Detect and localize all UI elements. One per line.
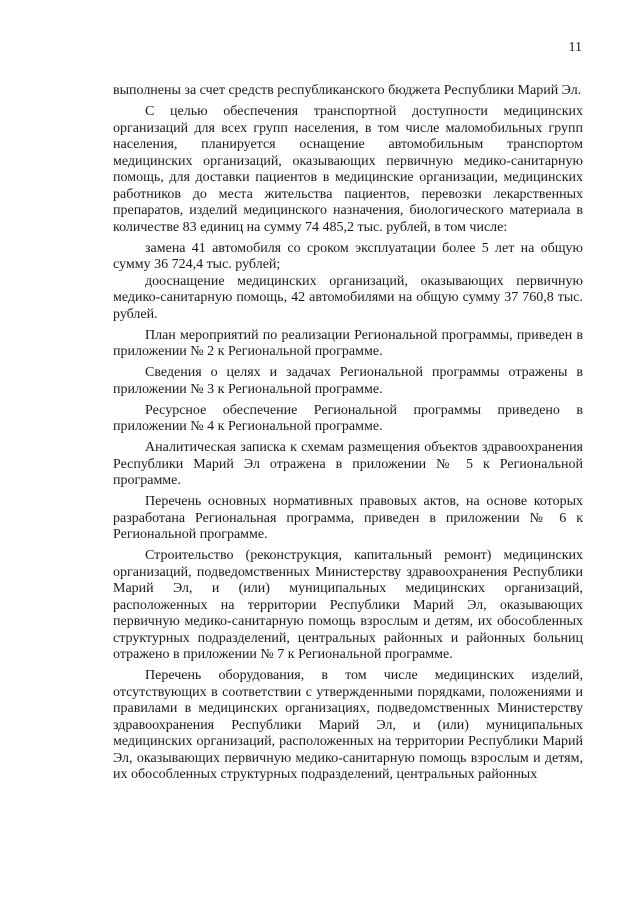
paragraph-vehicle-additional: дооснащение медицинских организаций, оказывающих первичную медико-санитарную помощь, 42 автомобилями на общую сумму 37 760,8 тыс. рублей. bbox=[113, 273, 583, 322]
page-number: 11 bbox=[568, 40, 582, 55]
paragraph-budget-continuation: выполнены за счет средств республиканского бюджета Республики Марий Эл. bbox=[113, 83, 582, 98]
paragraph-transport-accessibility: С целью обеспечения транспортной доступности медицинских организаций для всех групп населения, в том числе маломобильных групп населения, планируется оснащение автомобильным транспортом медицинских организаций, оказывающих первичную медико-санитарную помощь, для доставки пациентов в медицинские организации, медицинских работников до места жительства пациентов, перевозки лекарственных препаратов, изделий медицинского назначения, биологического материала в количестве 83 единиц на сумму 74 485,2 тыс. рублей, в том числе: bbox=[113, 104, 583, 235]
paragraph-goals-appendix-3: Сведения о целях и задачах Региональной программы отражены в приложении № 3 к Региональной программе. bbox=[113, 365, 583, 397]
paragraph-legal-acts-appendix-6: Перечень основных нормативных правовых актов, на основе которых разработана Региональная программа, приведен в приложении № 6 к Региональной программе. bbox=[113, 494, 583, 542]
paragraph-construction-appendix-7: Строительство (реконструкция, капитальный ремонт) медицинских организаций, подведомственных Министерству здравоохранения Республики Марий Эл, и (или) муниципальных медицинских организаций, расположенных на территории Республики Марий Эл, оказывающих первичную медико-санитарную помощь взрослым и детям, их обособленных структурных подразделений, центральных районных и районных больниц отражено в приложении № 7 к Региональной программе. bbox=[113, 548, 583, 662]
paragraph-plan-appendix-2: План мероприятий по реализации Региональной программы, приведен в приложении № 2 к Региональной программе. bbox=[113, 327, 583, 359]
paragraph-vehicle-replacement: замена 41 автомобиля со сроком эксплуатации более 5 лет на общую сумму 36 724,4 тыс. рублей; bbox=[113, 240, 583, 272]
paragraph-analytical-note-appendix-5: Аналитическая записка к схемам размещения объектов здравоохранения Республики Марий Эл отражена в приложении № 5 к Региональной программе. bbox=[113, 440, 583, 488]
paragraph-resources-appendix-4: Ресурсное обеспечение Региональной программы приведено в приложении № 4 к Региональной программе. bbox=[113, 402, 583, 434]
paragraph-equipment-list: Перечень оборудования, в том числе медицинских изделий, отсутствующих в соответствии с утвержденными порядками, положениями и правилами в медицинских организациях, подведомственных Министерству здравоохранения Республики Марий Эл, и (или) муниципальных медицинских организаций, расположенных на территории Республики Марий Эл, оказывающих первичную медико-санитарную помощь взрослым и детям, их обособленных структурных подразделений, центральных районных bbox=[113, 668, 583, 782]
document-body bbox=[113, 83, 583, 788]
